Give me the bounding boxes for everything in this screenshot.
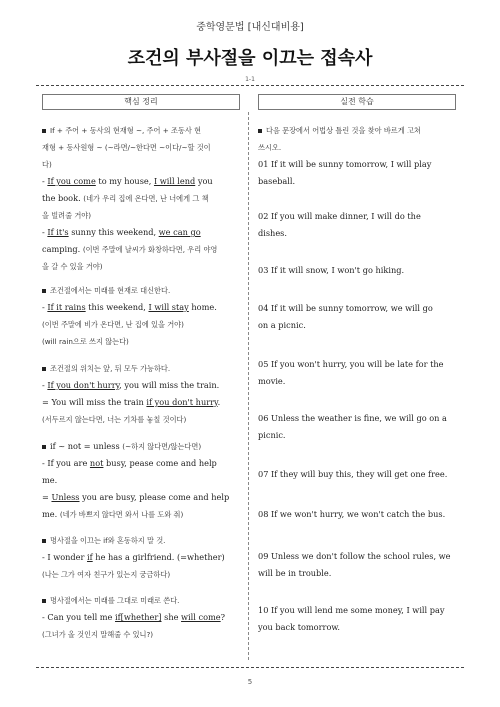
english-text: - Can you tell me bbox=[42, 612, 116, 622]
exercise-block bbox=[258, 548, 456, 582]
text-line bbox=[42, 224, 240, 241]
text-line bbox=[42, 566, 240, 583]
text-line bbox=[42, 173, 240, 190]
korean-text: 쓰시오. bbox=[258, 143, 282, 152]
english-text: - bbox=[42, 227, 48, 237]
text-line bbox=[258, 156, 456, 173]
text-line bbox=[42, 360, 240, 377]
square-bullet-icon bbox=[42, 367, 46, 371]
english-text: he has a girlfriend. (=whether) bbox=[92, 552, 225, 562]
text-line bbox=[42, 333, 240, 350]
english-text: me. bbox=[42, 475, 58, 485]
text-line bbox=[258, 427, 456, 444]
underlined-text: if[whether] bbox=[115, 612, 162, 622]
korean-text: 다음 문장에서 어법상 틀린 것을 찾아 바르게 고쳐 bbox=[266, 126, 421, 135]
square-bullet-icon bbox=[258, 129, 262, 133]
text-line bbox=[42, 549, 240, 566]
summary-block bbox=[42, 282, 240, 350]
text-line bbox=[42, 506, 240, 523]
english-text: 08 If we won't hurry, we won't catch the bus. bbox=[258, 509, 446, 519]
english-text: movie. bbox=[258, 376, 286, 386]
top-divider bbox=[36, 85, 464, 86]
text-line bbox=[42, 489, 240, 506]
english-text: 07 If they will buy this, they will get one free. bbox=[258, 469, 448, 479]
text-line bbox=[258, 602, 456, 619]
text-line bbox=[42, 258, 240, 275]
square-bullet-icon bbox=[42, 599, 46, 603]
korean-text: 조건절에서는 미래를 현재로 대신한다. bbox=[50, 286, 171, 295]
text-line bbox=[258, 262, 456, 279]
english-text: = bbox=[42, 492, 52, 502]
text-line bbox=[42, 122, 240, 139]
underlined-text: will come bbox=[181, 612, 221, 622]
exercise-block bbox=[258, 506, 456, 523]
korean-text: 명사절에서는 미래를 그대로 미래로 쓴다. bbox=[50, 596, 180, 605]
text-line bbox=[258, 548, 456, 565]
english-text: home. bbox=[188, 302, 217, 312]
korean-text: (이번 주말에 비가 온다면, 난 집에 있을 거야) bbox=[42, 320, 184, 329]
text-line bbox=[258, 466, 456, 483]
summary-block bbox=[42, 360, 240, 428]
english-text: = You will miss the train bbox=[42, 397, 147, 407]
text-line bbox=[42, 394, 240, 411]
english-text: to my house, bbox=[95, 176, 154, 186]
english-text: ? bbox=[220, 612, 226, 622]
text-line bbox=[42, 377, 240, 394]
text-line bbox=[42, 241, 240, 258]
korean-text: 조건절의 위치는 앞, 뒤 모두 가능하다. bbox=[50, 364, 171, 373]
english-text: - I wonder bbox=[42, 552, 88, 562]
exercise-block bbox=[258, 602, 456, 636]
english-text: she bbox=[161, 612, 182, 622]
text-line bbox=[258, 208, 456, 225]
korean-text: (이번 주말에 날씨가 화창하다면, 우리 야영 bbox=[82, 245, 218, 254]
text-line bbox=[42, 438, 240, 455]
underlined-text: if you don't hurry bbox=[146, 397, 218, 407]
column-divider bbox=[248, 112, 249, 660]
english-text: will be in trouble. bbox=[258, 568, 332, 578]
exercise-block bbox=[258, 262, 456, 279]
text-line bbox=[42, 592, 240, 609]
underlined-text: we can go bbox=[158, 227, 201, 237]
english-text: on a picnic. bbox=[258, 320, 306, 330]
underlined-text: If it rains bbox=[47, 302, 86, 312]
english-text: camping. bbox=[42, 244, 83, 254]
english-text: you back tomorrow. bbox=[258, 622, 341, 632]
korean-text: 재형 + 동사원형 ~ (~라면/~한다면 ~이다/~할 것이 bbox=[42, 143, 211, 152]
korean-text: 을 갈 수 있을 거야) bbox=[42, 262, 103, 271]
text-line bbox=[258, 506, 456, 523]
book-subtitle: 중학영문법 [내신대비용] bbox=[196, 22, 304, 33]
bottom-divider bbox=[36, 667, 464, 668]
korean-text: 명사절을 이끄는 if와 혼동하지 말 것. bbox=[50, 536, 166, 545]
korean-text: (그녀가 올 것인지 말해줄 수 있니?) bbox=[42, 630, 154, 639]
text-line bbox=[258, 619, 456, 636]
text-line bbox=[42, 455, 240, 472]
text-line bbox=[42, 299, 240, 316]
text-line bbox=[258, 173, 456, 190]
right-column-label: 실전 학습 bbox=[258, 94, 456, 110]
english-text: this weekend, bbox=[85, 302, 149, 312]
english-text: 05 If you won't hurry, you will be late for the bbox=[258, 359, 444, 369]
korean-text: (나는 그가 여자 친구가 있는지 궁금하다) bbox=[42, 570, 171, 579]
exercise-block bbox=[258, 356, 456, 390]
english-text: if ~ not = unless bbox=[50, 441, 123, 451]
korean-text: 다) bbox=[42, 160, 52, 169]
english-text: 09 Unless we don't follow the school rules, we bbox=[258, 551, 451, 561]
english-text: you are busy, please come and help bbox=[79, 492, 230, 502]
summary-block bbox=[42, 592, 240, 643]
underlined-text: If you come bbox=[47, 176, 96, 186]
exercise-block bbox=[258, 122, 456, 190]
text-line bbox=[258, 317, 456, 334]
english-text: . bbox=[217, 397, 221, 407]
underlined-text: not bbox=[89, 458, 104, 468]
english-text: - bbox=[42, 380, 48, 390]
english-text: , you will miss the train. bbox=[119, 380, 220, 390]
korean-text: 을 빌려줄 거야) bbox=[42, 211, 92, 220]
english-text: busy, pease come and help bbox=[103, 458, 217, 468]
english-text: - bbox=[42, 302, 48, 312]
english-text: baseball. bbox=[258, 176, 296, 186]
text-line bbox=[42, 626, 240, 643]
underlined-text: If it's bbox=[47, 227, 69, 237]
english-text: 01 If it will be sunny tomorrow, I will play bbox=[258, 159, 432, 169]
text-line bbox=[42, 282, 240, 299]
korean-text: (네가 바쁘지 않다면 와서 나를 도와 줘) bbox=[59, 510, 184, 519]
english-text: me. bbox=[42, 509, 60, 519]
text-line bbox=[42, 532, 240, 549]
text-line bbox=[258, 356, 456, 373]
page-number: 5 bbox=[247, 678, 253, 686]
text-line bbox=[258, 139, 456, 156]
english-text: 06 Unless the weather is fine, we will go on a bbox=[258, 413, 447, 423]
english-text: picnic. bbox=[258, 430, 286, 440]
square-bullet-icon bbox=[42, 129, 46, 133]
exercise-block bbox=[258, 410, 456, 444]
page-title: 조건의 부사절을 이끄는 접속사 bbox=[127, 48, 373, 69]
korean-text: If + 주어 + 동사의 현재형 ~, 주어 + 조동사 현 bbox=[50, 126, 202, 135]
text-line bbox=[42, 472, 240, 489]
text-line bbox=[42, 156, 240, 173]
underlined-text: I will stay bbox=[148, 302, 189, 312]
english-text: 02 If you will make dinner, I will do the bbox=[258, 211, 421, 221]
underlined-text: I will lend bbox=[153, 176, 196, 186]
text-line bbox=[42, 207, 240, 224]
english-text: you bbox=[195, 176, 213, 186]
text-line bbox=[42, 411, 240, 428]
english-text: - bbox=[42, 176, 48, 186]
text-line bbox=[258, 373, 456, 390]
english-text: the book. bbox=[42, 193, 84, 203]
text-line bbox=[42, 316, 240, 333]
summary-block bbox=[42, 122, 240, 275]
text-line bbox=[42, 139, 240, 156]
square-bullet-icon bbox=[42, 445, 46, 449]
text-line bbox=[258, 122, 456, 139]
english-text: - If you are bbox=[42, 458, 90, 468]
summary-block bbox=[42, 532, 240, 583]
text-line bbox=[258, 225, 456, 242]
underlined-text: If you don't hurry bbox=[47, 380, 120, 390]
english-text: 10 If you will lend me some money, I will pay bbox=[258, 605, 445, 615]
text-line bbox=[42, 609, 240, 626]
text-line bbox=[258, 300, 456, 317]
english-text: dishes. bbox=[258, 228, 287, 238]
underlined-text: if bbox=[87, 552, 93, 562]
exercise-block bbox=[258, 208, 456, 242]
text-line bbox=[42, 190, 240, 207]
page-code: 1-1 bbox=[245, 76, 255, 83]
exercise-block bbox=[258, 300, 456, 334]
korean-text: (will rain으로 쓰지 않는다) bbox=[42, 337, 129, 346]
korean-text: (서두르지 않는다면, 너는 기차를 놓칠 것이다) bbox=[42, 415, 187, 424]
text-line bbox=[258, 410, 456, 427]
left-column-label: 핵심 정리 bbox=[42, 94, 240, 110]
summary-block bbox=[42, 438, 240, 523]
korean-text: (~하지 않다면/않는다면) bbox=[122, 442, 202, 451]
square-bullet-icon bbox=[42, 539, 46, 543]
korean-text: (네가 우리 집에 온다면, 난 너에게 그 책 bbox=[83, 194, 209, 203]
english-text: 04 If it will be sunny tomorrow, we will go bbox=[258, 303, 433, 313]
text-line bbox=[258, 565, 456, 582]
english-text: 03 If it will snow, I won't go hiking. bbox=[258, 265, 405, 275]
underlined-text: Unless bbox=[51, 492, 80, 502]
english-text: sunny this weekend, bbox=[68, 227, 159, 237]
exercise-block bbox=[258, 466, 456, 483]
square-bullet-icon bbox=[42, 289, 46, 293]
